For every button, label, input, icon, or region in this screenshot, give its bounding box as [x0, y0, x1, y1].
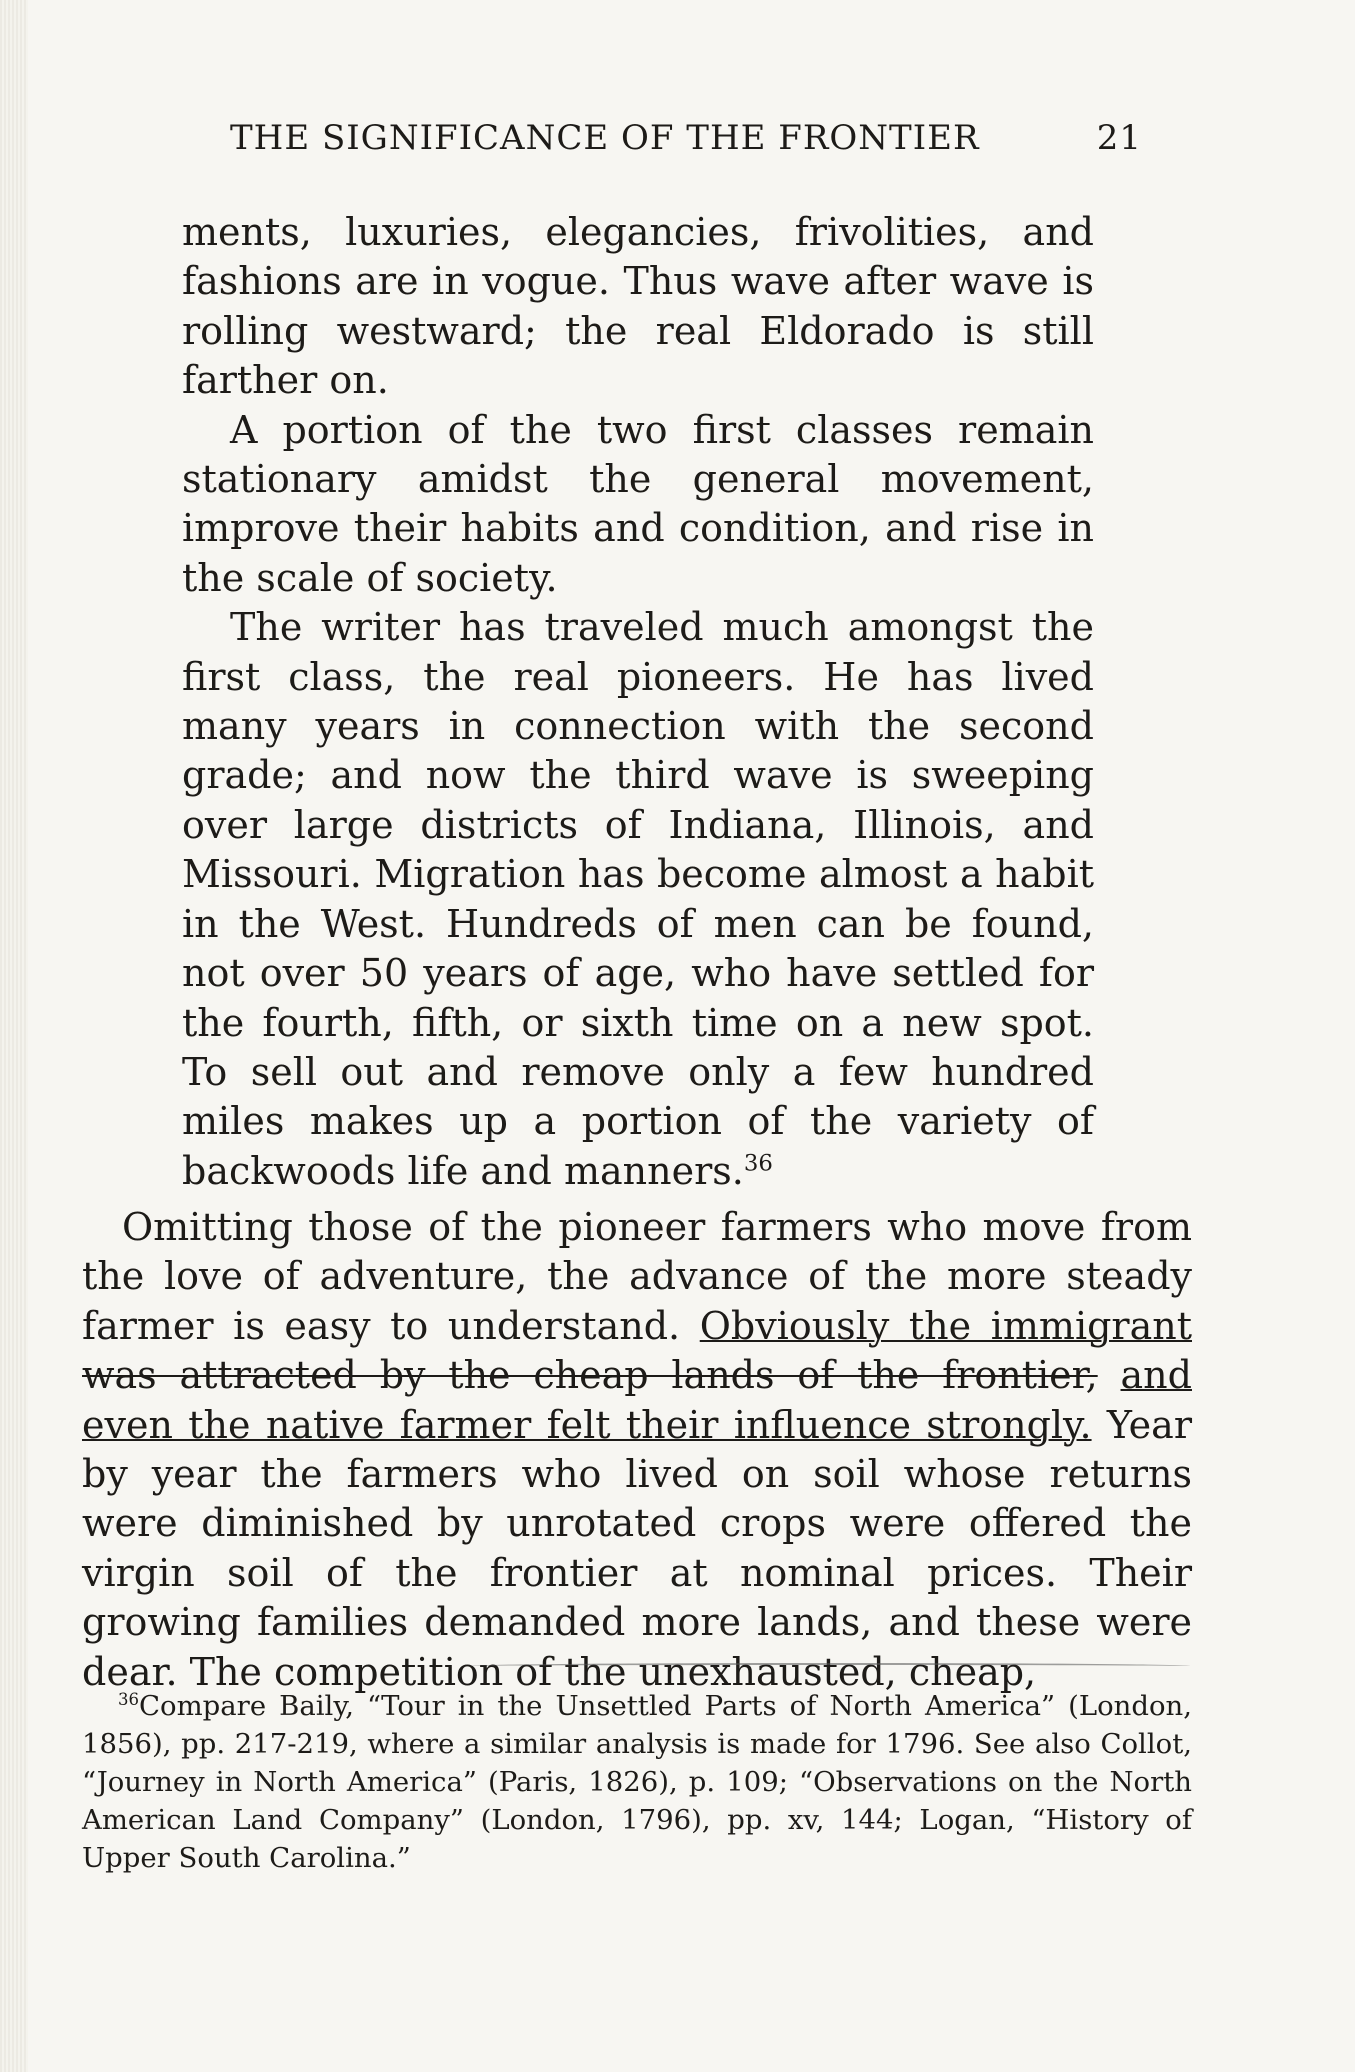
body-text-after: Year by year the farmers who lived on soil whose returns were diminished by unrotated crops were offered the virgin soil of the frontier at nominal prices. Their growing families demanded more lands, and these were dear. The competition of the unexhausted, cheap,: [82, 1402, 1192, 1694]
underlined-text-2: and even the native farmer felt their influence strongly.: [82, 1353, 1192, 1447]
quote-paragraph-2: A portion of the two first classes remain stationary amidst the general movement, improve their habits and condition, and rise in the scale of society.: [182, 407, 1094, 600]
pencil-annotation-line: [470, 1663, 1190, 1669]
footnote-paragraph: [82, 1687, 1192, 1877]
body-paragraph: [82, 1203, 1192, 1697]
footnote-text: Compare Baily, “Tour in the Unsettled Parts of North America” (London, 1856), pp. 217-219, where a similar analysis is made for 1796. See also Collot, “Journey in North America” (Paris, 1826), p. 109; “Observations on the North American Land Company” (London, 1796), pp. xv, 144; Logan, “History of Upper South Carolina.”: [82, 1690, 1192, 1874]
body-text-before: Omitting those of the pioneer farmers who move from the love of adventure, the advance of the more steady farmer is easy to understand.: [82, 1205, 1192, 1348]
main-paragraph: [82, 1203, 1192, 1697]
footnote: [82, 1687, 1192, 1877]
page-number: 21: [1096, 118, 1142, 158]
scan-edge: [0, 0, 28, 2072]
struck-text: was attracted by the cheap lands of the frontier,: [82, 1353, 1098, 1398]
quote-paragraph-3: [182, 603, 1094, 1196]
quote-paragraph-3-text: The writer has traveled much amongst the first class, the real pioneers. He has lived many years in connection with the second grade; and now the third wave is sweeping over large districts of Indiana, Illinois, and Missouri. Migration has become almost a habit in the West. Hundreds of men can be found, not over 50 years of age, who have settled for the fourth, fifth, or sixth time on a new spot. To sell out and remove only a few hundred miles makes up a portion of the variety of backwoods life and manners.: [182, 605, 1094, 1193]
running-title: THE SIGNIFICANCE OF THE FRONTIER: [230, 118, 980, 158]
block-quote: [182, 208, 1094, 1196]
running-header: [230, 118, 1142, 166]
underlined-text-1: Obviously the immigrant: [699, 1303, 1192, 1348]
footnote-reference: 36: [743, 1150, 773, 1177]
quote-paragraph-1: ments, luxuries, elegancies, frivolities, and fashions are in vogue. Thus wave after wave is rolling westward; the real Eldorado is still farther on.: [182, 210, 1094, 403]
footnote-number: 36: [118, 1689, 139, 1709]
